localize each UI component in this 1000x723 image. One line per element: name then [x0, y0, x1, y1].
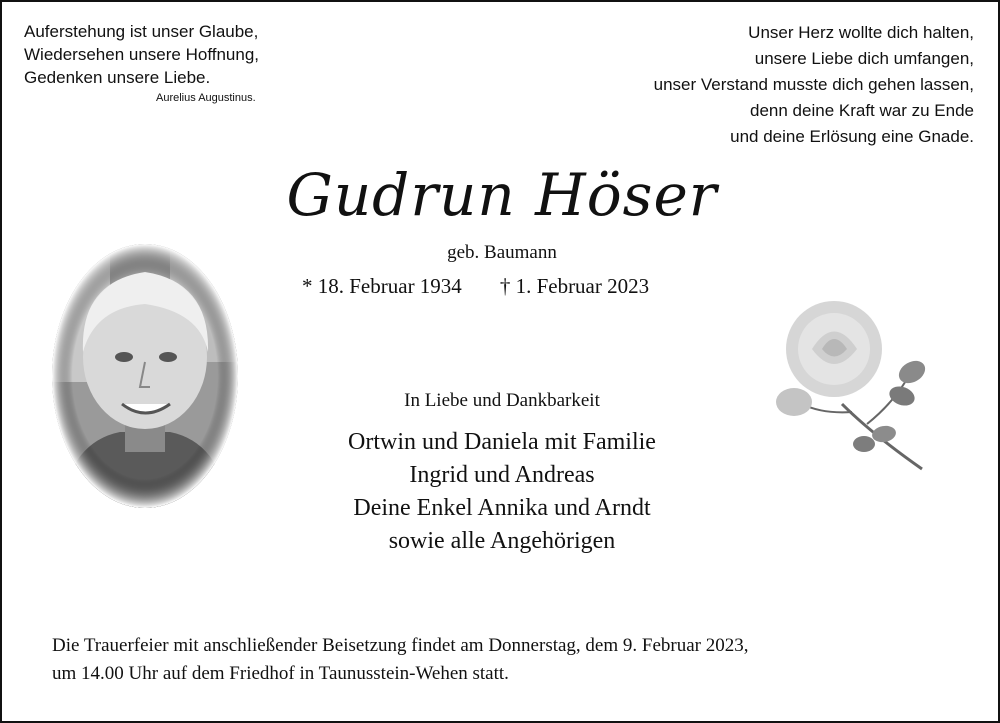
dedication: In Liebe und Dankbarkeit	[404, 390, 600, 411]
quote-right-line: denn deine Kraft war zu Ende	[750, 101, 974, 120]
mourner-line: sowie alle Angehörigen	[388, 528, 616, 554]
mourners-list	[2, 426, 1000, 558]
quote-right-line: unsere Liebe dich umfangen,	[754, 49, 974, 68]
death-date: † 1. Februar 2023	[499, 274, 650, 298]
quote-right-line: unser Verstand musste dich gehen lassen,	[653, 75, 974, 94]
funeral-line: um 14.00 Uhr auf dem Friedhof in Taunusstein-Wehen statt.	[52, 663, 509, 684]
quote-left-line: Wiedersehen unsere Hoffnung,	[24, 45, 260, 64]
quote-left-line: Auferstehung ist unser Glaube,	[24, 22, 259, 41]
mourner-line: Deine Enkel Annika und Arndt	[353, 495, 651, 521]
birth-date: * 18. Februar 1934	[302, 274, 462, 298]
funeral-line: Die Trauerfeier mit anschließender Beisetzung findet am Donnerstag, dem 9. Februar 2023,	[52, 635, 749, 656]
funeral-info	[52, 632, 748, 688]
quote-right-line: Unser Herz wollte dich halten,	[748, 23, 974, 42]
quote-left-line: Gedenken unsere Liebe.	[24, 68, 211, 87]
quote-right-line: und deine Erlösung eine Gnade.	[730, 127, 974, 146]
mourner-line: Ortwin und Daniela mit Familie	[348, 429, 656, 455]
mourner-line: Ingrid und Andreas	[409, 462, 595, 488]
quote-left	[24, 20, 259, 105]
quote-source: Aurelius Augustinus.	[156, 92, 256, 104]
maiden-name: geb. Baumann	[447, 242, 557, 263]
life-dates	[302, 274, 649, 299]
quote-right	[654, 20, 974, 150]
deceased-name: Gudrun Höser	[286, 161, 718, 229]
